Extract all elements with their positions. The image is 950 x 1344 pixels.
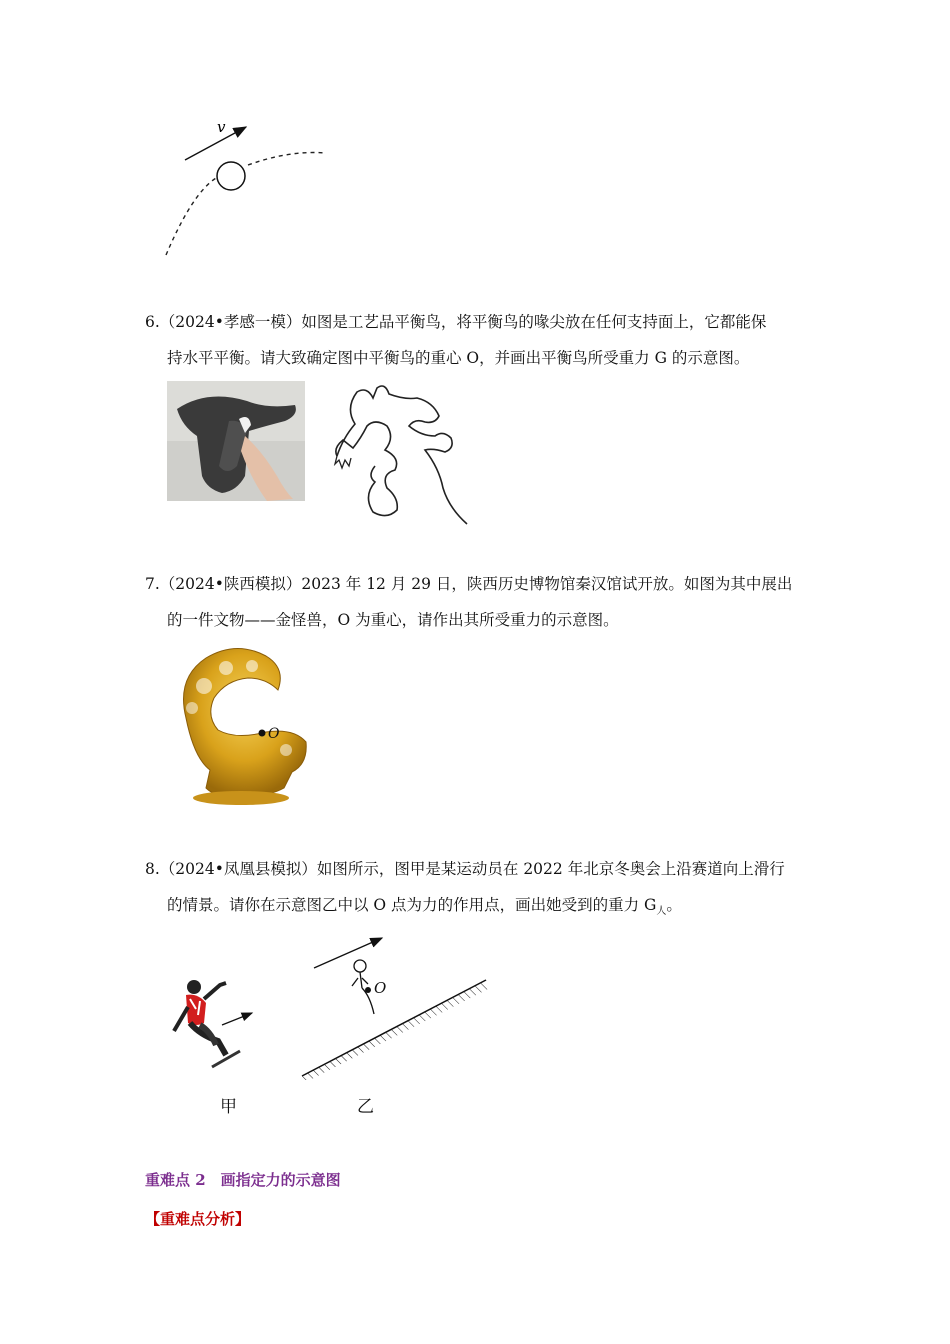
balance-bird-sketch	[325, 378, 475, 526]
analysis-title: 【重难点分析】	[145, 1210, 251, 1228]
point-o-label: O	[268, 726, 280, 742]
velocity-label: v	[217, 118, 226, 136]
question-8-line2: 的情景。请你在示意图乙中以 O 点为力的作用点，画出她受到的重力 $G_人$。	[167, 896, 682, 918]
point-o	[365, 987, 371, 993]
slope-line	[302, 980, 486, 1076]
question-7	[145, 566, 815, 638]
question-8-line1: 8.（2024•凤凰县模拟）如图所示，图甲是某运动员在 2022 年北京冬奥会上沿赛道向上滑行	[145, 860, 785, 878]
question-6-line2: 持水平平衡。请大致确定图中平衡鸟的重心 O，并画出平衡鸟所受重力 G 的示意图。	[167, 349, 750, 367]
question-7-line1: 7.（2024•陕西模拟）2023 年 12 月 29 日，陕西历史博物馆秦汉馆试开放。如图为其中展出	[145, 575, 793, 593]
center-of-gravity-dot	[259, 730, 266, 737]
section-title: 重难点 2 画指定力的示意图	[145, 1171, 341, 1189]
question-7-line2: 的一件文物——金怪兽，O 为重心，请作出其所受重力的示意图。	[167, 611, 619, 629]
point-o-label: O	[374, 979, 387, 997]
question-8	[145, 851, 815, 930]
balance-bird-photo	[167, 381, 305, 501]
trajectory-path-right	[248, 153, 325, 166]
caption-jia: 甲	[220, 1097, 237, 1117]
question-6	[145, 304, 815, 376]
trajectory-figure	[160, 115, 340, 260]
question-6-line1: 6.（2024•孝感一模）如图是工艺品平衡鸟，将平衡鸟的喙尖放在任何支持面上，它都能保	[145, 313, 767, 331]
snowboarder-photo	[160, 975, 260, 1075]
direction-arrow	[314, 938, 382, 968]
velocity-arrow	[185, 127, 246, 160]
ball	[217, 162, 245, 190]
slope-diagram	[300, 930, 492, 1080]
caption-yi: 乙	[357, 1097, 374, 1117]
golden-beast-photo	[166, 638, 316, 806]
